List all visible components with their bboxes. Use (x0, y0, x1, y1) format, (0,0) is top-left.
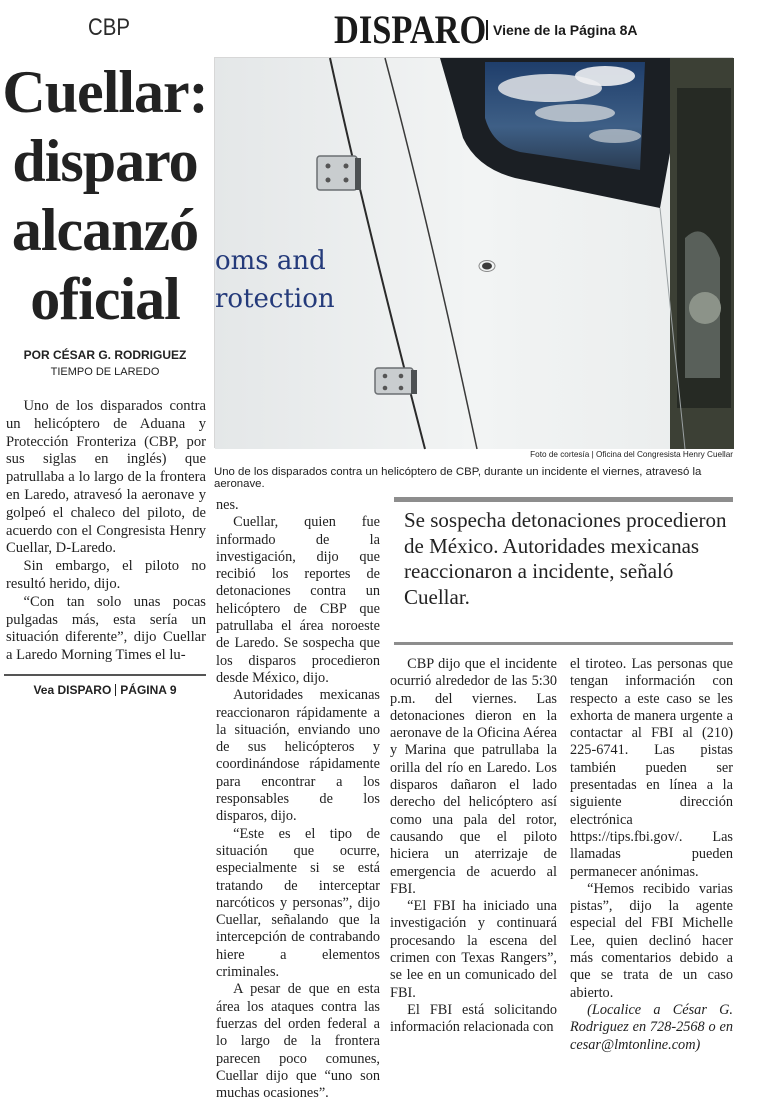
pull-quote: Se sospecha detonaciones procedieron de México. Autoridades mexicanas reaccionaron a incidente, señaló Cuellar. (404, 508, 727, 609)
news-photo (214, 57, 733, 448)
photo-caption: Uno de los disparados contra un helicóptero de CBP, durante un incidente el viernes, atravesó la aeronave. (214, 466, 702, 490)
article-paragraph: el tiroteo. Las personas que tengan información con respecto a este caso se les exhorta de manera urgente a contactar al FBI al (210) 225-6741. Las pistas también pueden ser presentadas en línea a la siguiente dirección electrónica https://tips.fbi.gov/. Las llamadas pueden permanecer anónimas. (570, 656, 733, 880)
byline-author: POR CÉSAR G. RODRIGUEZ (23, 348, 187, 362)
article-paragraph: Sin embargo, el piloto no resultó herido, dijo. (6, 558, 206, 592)
headline-line: alcanzó (11, 197, 199, 263)
photo-credit: Foto de cortesía | Oficina del Congresista Henry Cuellar (530, 450, 733, 459)
pull-quote-bottom-rule (394, 642, 733, 645)
article-column-2 (216, 497, 380, 1102)
kicker-divider (486, 20, 488, 40)
headline-line: oficial (30, 266, 180, 332)
jump-divider (115, 684, 116, 696)
headline-line: Cuellar: (2, 59, 208, 125)
jump-to-line[interactable] (0, 683, 210, 697)
article-paragraph: “El FBI ha iniciado una investigación y continuará procesando la escena del crimen con Texas Rangers”, se lee en un comunicado del FBI. (390, 898, 557, 1001)
article-paragraph: “Con tan solo unas pocas pulgadas más, esta sería un situación diferente”, dijo Cuellar a Laredo Morning Times el lu- (6, 593, 206, 664)
story-kicker (334, 6, 637, 53)
article-paragraph: nes. (216, 497, 239, 513)
pull-quote-top-rule (394, 497, 733, 502)
jump-to-label: Vea DISPARO (33, 683, 112, 697)
article-paragraph: Uno de los disparados contra un helicóptero de Aduana y Protección Fronteriza (CBP, por sus siglas en inglés) que patrullaba a lo largo de la frontera en Laredo, atravesó la aeronave y golpeó el chaleco del piloto, de acuerdo con el Congresista Henry Cuellar, D-Laredo. (6, 398, 206, 557)
headline-line: disparo (12, 128, 198, 194)
article-column-1 (6, 398, 206, 665)
article-paragraph: “Hemos recibido varias pistas”, dijo la agente especial del FBI Michelle Lee, quien declinó hacer más comentarios debido a que se trata de un caso abierto. (570, 880, 733, 1001)
article-column-3 (390, 656, 557, 1037)
article-paragraph: El FBI está solicitando información relacionada con (390, 1001, 557, 1036)
article-paragraph: CBP dijo que el incidente ocurrió alrededor de las 5:30 p.m. del viernes. Las detonaciones dieron en la aeronave de la Oficina Aérea y Marina que patrullaba la orilla del río en Laredo. Los disparos dañaron el lado derecho del helicóptero así como una pala del rotor, causando que el piloto hiciera un aterrizaje de emergencia de acuerdo al FBI. (390, 656, 557, 897)
article-paragraph: Cuellar, quien fue informado de la investigación, dijo que recibió los reportes de detonaciones contra un helicóptero de CBP que patrullaba el área noroeste de Laredo. Se sospecha que los disparos procedieron desde México, dijo. (216, 514, 380, 686)
article-paragraph: A pesar de que en esta área los ataques contra las fuerzas del orden federal a lo largo de la frontera parecen poco comunes, Cuellar dijo que “uno son muchas ocasiones”. (216, 981, 380, 1102)
article-paragraph: “Este es el tipo de situación que ocurre, especialmente si se está tratando de interceptar narcóticos y personas”, dijo Cuellar, señalando que la intercepción de contrabando hiere a elementos criminales. (216, 825, 380, 981)
byline-organization: TIEMPO DE LAREDO (50, 366, 160, 378)
article-paragraph: Autoridades mexicanas reaccionaron rápidamente a la situación, enviando uno de sus helicópteros y coordinándose rápidamente para encontrar a los responsables de los disparos, dijo. (216, 687, 380, 825)
truck-lettering: oms and (215, 246, 326, 276)
section-label: CBP (88, 14, 130, 41)
truck-lettering: rotection (215, 284, 335, 314)
jump-rule (4, 674, 206, 676)
article-column-4 (570, 656, 733, 1054)
author-contact: (Localice a César G. Rodriguez en 728-2568 o en cesar@lmtonline.com) (570, 1001, 733, 1053)
kicker-word: DISPARO (334, 7, 487, 52)
jump-from-label: Viene de la Página 8A (493, 21, 638, 38)
headline (0, 58, 210, 334)
jump-to-page: PÁGINA 9 (120, 683, 177, 697)
